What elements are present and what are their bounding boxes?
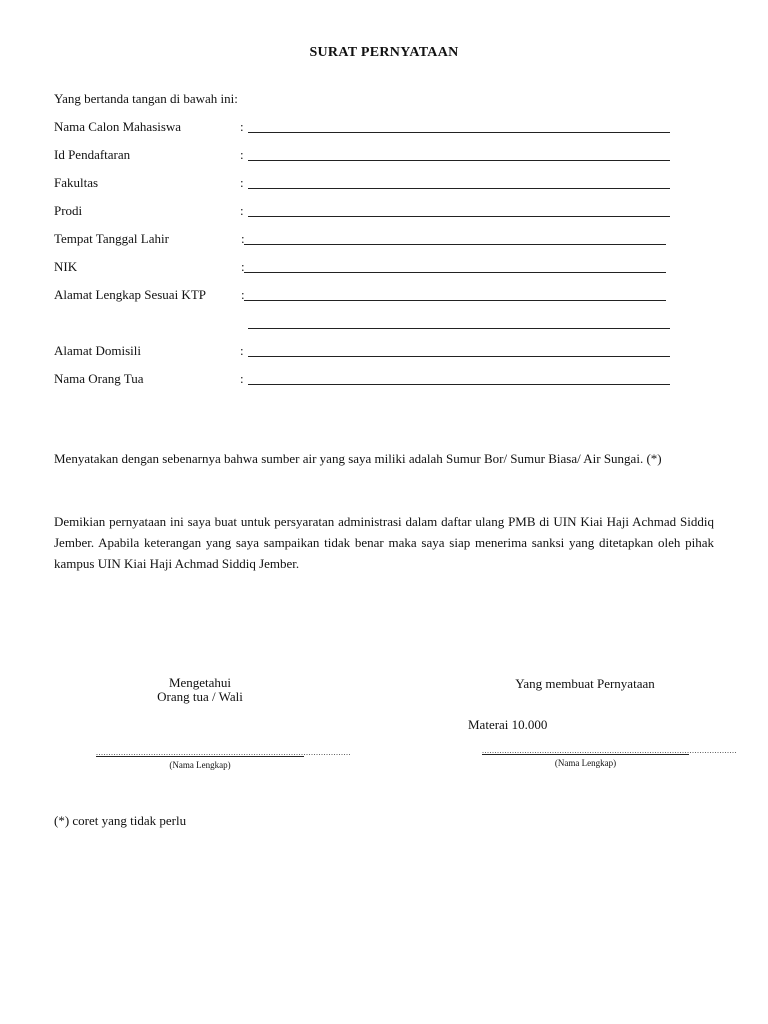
fill-line[interactable] [248,188,670,189]
field-tempat-tanggal-lahir [54,231,674,249]
parent-signature-line[interactable]: ...................................................................................................... [96,748,351,757]
fill-line[interactable] [244,244,666,245]
field-prodi [54,203,674,221]
field-label: Prodi [54,203,83,218]
fill-line[interactable] [248,356,670,357]
field-colon: : [241,259,245,274]
fill-line[interactable] [248,160,670,161]
field-fakultas [54,175,674,193]
field-label: Alamat Domisili [54,343,142,358]
field-nama-calon-mahasiswa [54,119,674,137]
field-id-pendaftaran [54,147,674,165]
field-colon: : [241,231,245,246]
field-colon: : [240,203,244,218]
parent-role-label: Orang tua / Wali [157,689,243,704]
statement-paragraph: Menyatakan dengan sebenarnya bahwa sumber air yang saya miliki adalah Sumur Bor/ Sumur Biasa/ Air Sungai. (*) [54,451,662,466]
parent-name-placeholder: (Nama Lengkap) [169,760,231,770]
fill-line[interactable] [248,132,670,133]
applicant-label: Yang membuat Pernyataan [515,676,655,691]
document-title: SURAT PERNYATAAN [309,45,459,60]
field-alamat-ktp [54,287,674,305]
field-label: Tempat Tanggal Lahir [54,231,169,246]
fill-line[interactable] [248,216,670,217]
closing-paragraph: Demikian pernyataan ini saya buat untuk persyaratan administrasi dalam daftar ulang PMB di UIN Kiai Haji Achmad Siddiq Jember. Apabila keterangan yang saya sampaikan tidak benar maka saya siap menerima sanksi yang ditetapkan oleh pihak kampus UIN Kiai Haji Achmad Siddiq Jember. [54,514,714,571]
field-label: Alamat Lengkap Sesuai KTP [54,287,206,302]
intro-text: Yang bertanda tangan di bawah ini: [54,91,238,106]
fill-line[interactable] [248,328,670,329]
field-label: NIK [54,259,78,274]
field-colon: : [240,147,244,162]
applicant-signature-line[interactable]: ...................................................................................................... [482,746,737,755]
field-colon: : [240,175,244,190]
field-nik [54,259,674,277]
field-colon: : [240,119,244,134]
field-label: Fakultas [54,175,99,190]
field-label: Nama Orang Tua [54,371,144,386]
fill-line[interactable] [244,272,666,273]
field-nama-orang-tua [54,371,674,389]
footnote: (*) coret yang tidak perlu [54,813,187,828]
stamp-label: Materai 10.000 [468,717,548,732]
applicant-name-placeholder: (Nama Lengkap) [554,758,617,768]
field-colon: : [240,371,244,386]
field-label: Nama Calon Mahasiswa [54,119,182,134]
fill-line[interactable] [248,384,670,385]
fill-line[interactable] [244,300,666,301]
field-label: Id Pendaftaran [54,147,131,162]
field-alamat-ktp-continued [54,315,674,333]
field-colon: : [240,343,244,358]
field-alamat-domisili [54,343,674,361]
field-colon: : [241,287,245,302]
parent-acknowledge-label: Mengetahui [168,675,232,690]
